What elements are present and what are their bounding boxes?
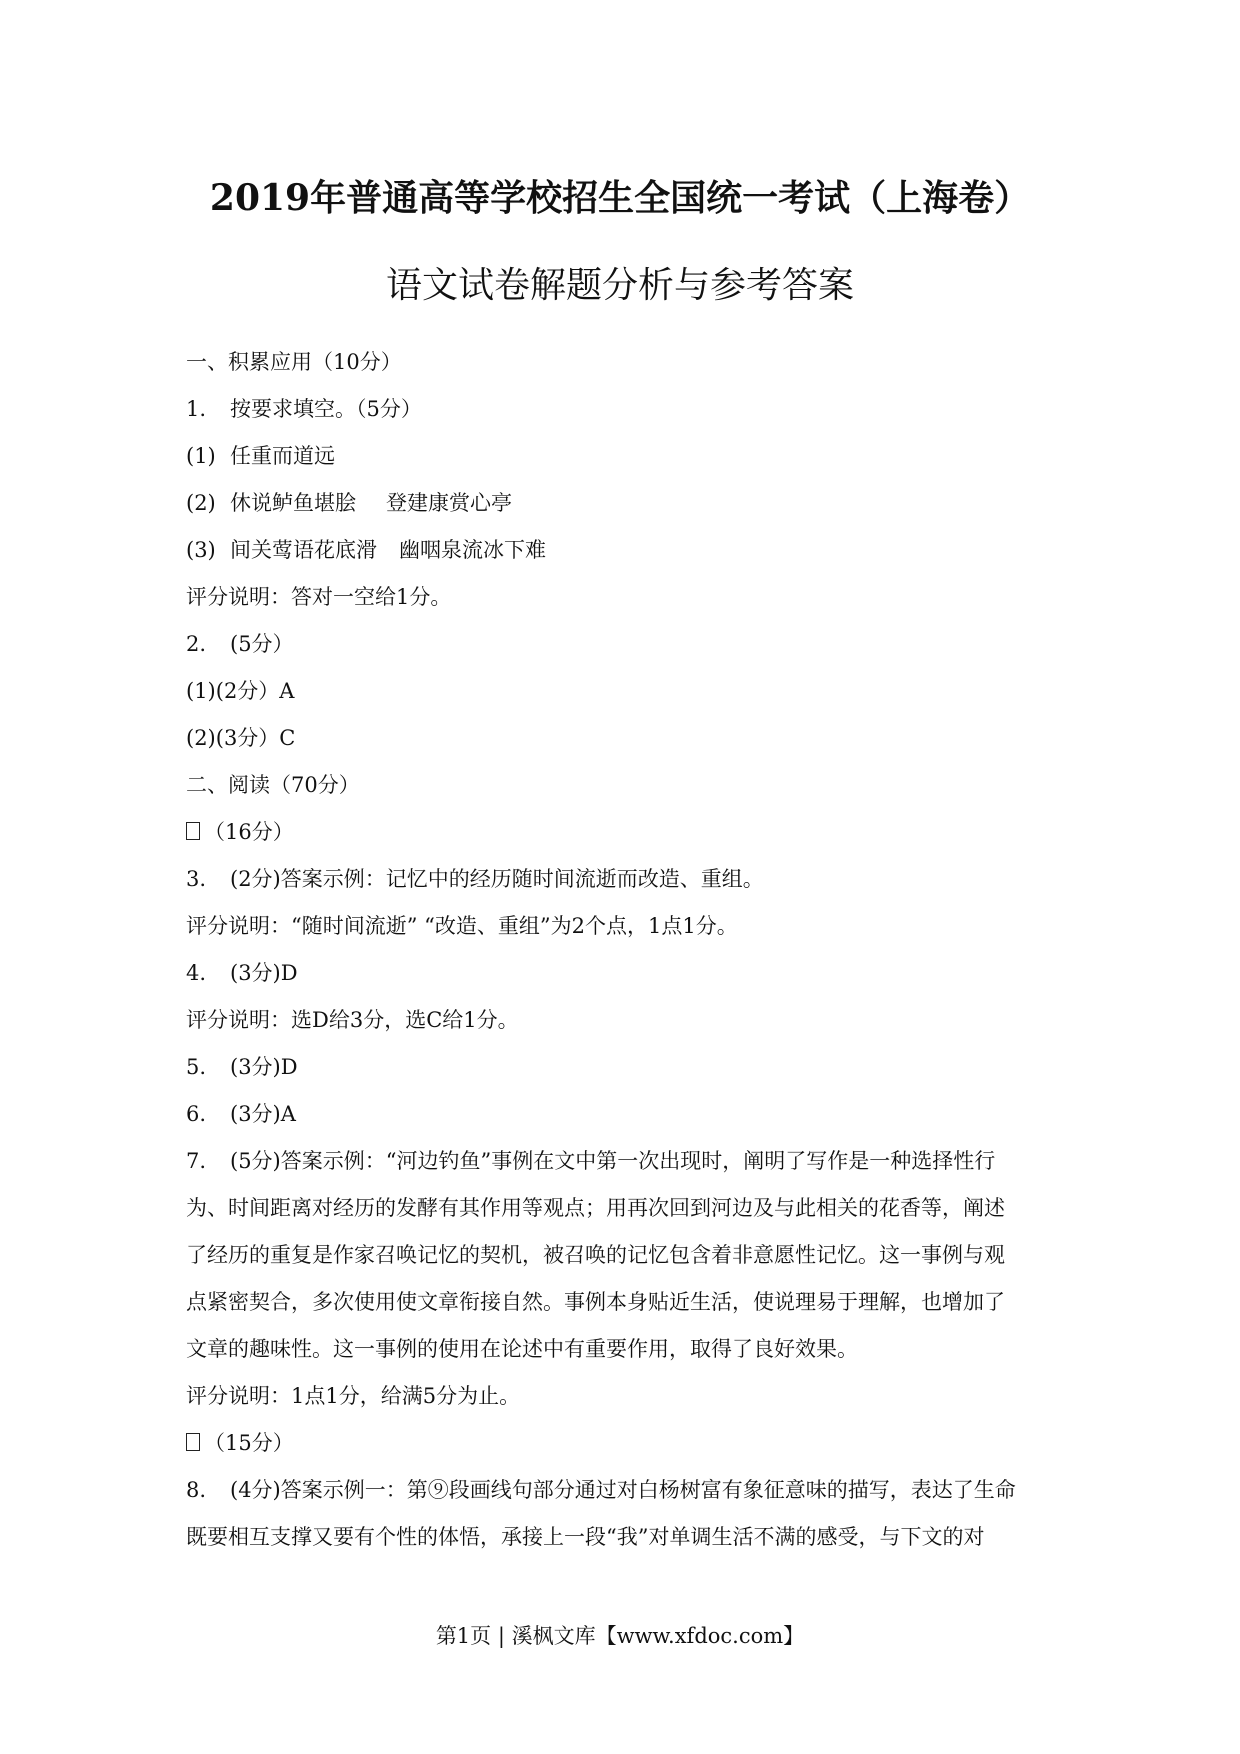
answer-text: 幽咽泉流冰下难 [399, 538, 546, 562]
question-number: 2. [186, 632, 207, 656]
scoring-note: 评分说明：1点1分，给满5分为止。 [186, 1384, 521, 1408]
question-number: 3. [186, 867, 207, 891]
question-text: (4分)答案示例一：第⑨段画线句部分通过对白杨树富有象征意味的描写，表达了生命 [230, 1478, 1016, 1502]
question-text: (2分)答案示例：记忆中的经历随时间流逝而改造、重组。 [230, 867, 764, 891]
question-line [186, 386, 1056, 433]
answer-text: 登建康赏心亭 [386, 491, 512, 515]
group-heading [186, 809, 1056, 856]
answer-line [186, 433, 1056, 480]
answer-line [186, 480, 1056, 527]
answer-line: (1)(2分）A [186, 679, 295, 703]
question-line [186, 1044, 1056, 1091]
page-footer: 第1页 | 溪枫文库【www.xfdoc.com】 [435, 1624, 805, 1648]
question-line [186, 950, 1056, 997]
question-text: (3分)D [230, 1055, 298, 1079]
section-heading: 一、积累应用（10分） [186, 350, 402, 374]
answer-continuation: 点紧密契合，多次使用使文章衔接自然。事例本身贴近生活，使说理易于理解，也增加了 [186, 1290, 1005, 1314]
question-number: 7. [186, 1149, 207, 1173]
missing-glyph-icon [186, 822, 200, 840]
question-line [186, 1091, 1056, 1138]
question-line [186, 1138, 1056, 1185]
scoring-note: 评分说明：选D给3分，选C给1分。 [186, 1008, 519, 1032]
question-text: (3分)D [230, 961, 298, 985]
answer-continuation: 文章的趣味性。这一事例的使用在论述中有重要作用，取得了良好效果。 [186, 1337, 858, 1361]
question-line [186, 1467, 1056, 1514]
question-number: 4. [186, 961, 207, 985]
question-number: 8. [186, 1478, 207, 1502]
question-number: 1. [186, 397, 207, 421]
answer-line: (2)(3分）C [186, 726, 296, 750]
document-title: 2019年普通高等学校招生全国统一考试（上海卷） [209, 177, 1031, 219]
question-text: 按要求填空。（5分） [230, 397, 422, 421]
answer-text: 间关莺语花底滑 [230, 538, 377, 562]
group-heading [186, 1420, 1056, 1467]
scoring-note: 评分说明：“随时间流逝” “改造、重组”为2个点，1点1分。 [186, 914, 738, 938]
question-number: 5. [186, 1055, 207, 1079]
answer-line [186, 527, 1056, 574]
question-text: (5分)答案示例：“河边钓鱼”事例在文中第一次出现时，阐明了写作是一种选择性行 [230, 1149, 996, 1173]
question-number: 6. [186, 1102, 207, 1126]
group-score: （16分） [204, 820, 294, 844]
answer-continuation: 为、时间距离对经历的发酵有其作用等观点；用再次回到河边及与此相关的花香等，阐述 [186, 1196, 1005, 1220]
item-number: (1) [186, 444, 216, 468]
scoring-note: 评分说明：答对一空给1分。 [186, 585, 452, 609]
answer-text: 任重而道远 [230, 444, 335, 468]
answer-continuation: 既要相互支撑又要有个性的体悟，承接上一段“我”对单调生活不满的感受，与下文的对 [186, 1525, 985, 1549]
document-subtitle: 语文试卷解题分析与参考答案 [385, 265, 854, 306]
question-text: (5分） [230, 632, 294, 656]
group-score: （15分） [204, 1431, 294, 1455]
section-heading: 二、阅读（70分） [186, 773, 360, 797]
question-line [186, 856, 1056, 903]
answer-text: 休说鲈鱼堪脍 [230, 491, 356, 515]
question-text: (3分)A [230, 1102, 296, 1126]
question-line [186, 621, 1056, 668]
missing-glyph-icon [186, 1433, 200, 1451]
answer-continuation: 了经历的重复是作家召唤记忆的契机，被召唤的记忆包含着非意愿性记忆。这一事例与观 [186, 1243, 1005, 1267]
item-number: (2) [186, 491, 216, 515]
document-body [186, 339, 1056, 1561]
item-number: (3) [186, 538, 216, 562]
